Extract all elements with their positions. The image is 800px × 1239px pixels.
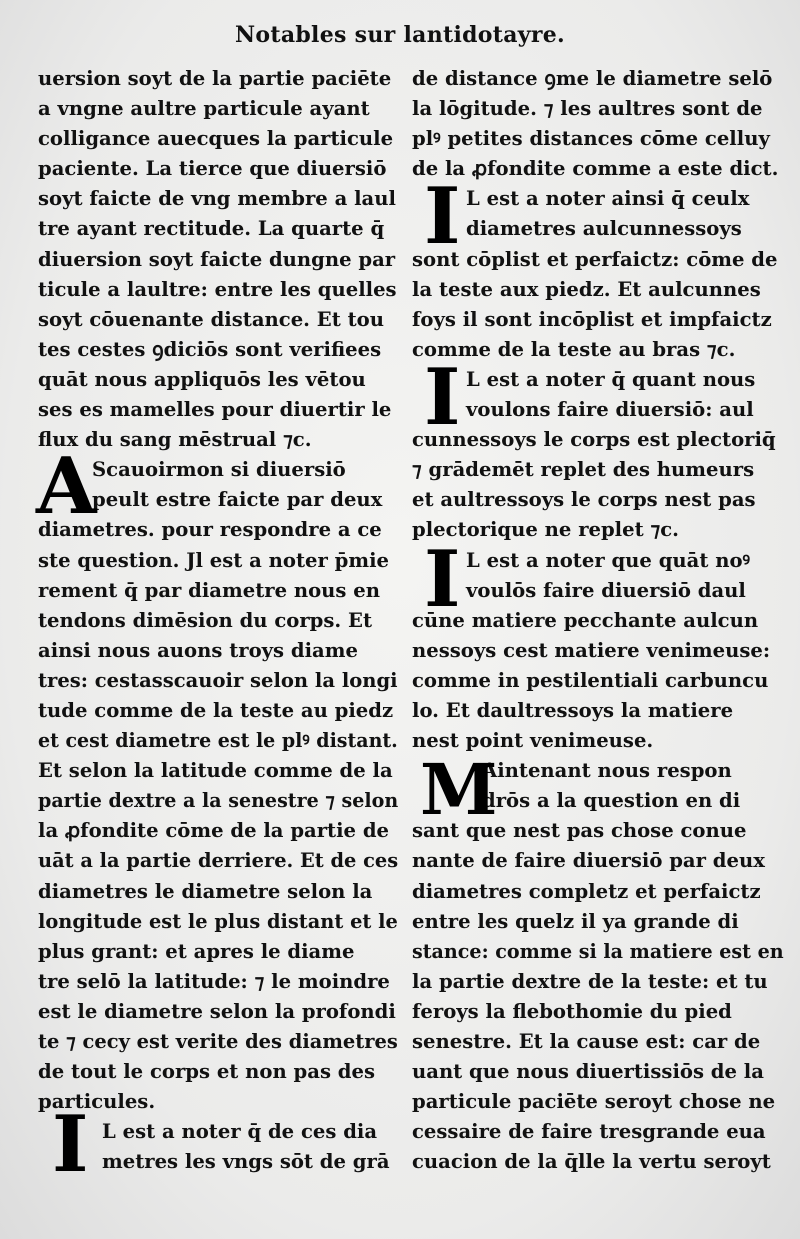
left-text-line: ses es mamelles pour diuertir le [38,398,392,422]
drop-initial-a: A [36,441,97,532]
right-column [412,64,784,1177]
left-text-line: particules. [38,1090,156,1114]
right-text-line: plꝰ petites distances cōme celluy [412,127,770,151]
drop-initial-m: M [420,748,498,831]
left-text-line: ainsi nous auons troys diame [38,638,358,662]
right-text-line: nessoys cest matiere venimeuse: [412,638,771,662]
left-text-line: a vngne aultre particule ayant [38,97,370,121]
left-text-line: uersion soyt de la partie paciēte [38,67,392,90]
left-text-line: flux du sang mēstrual ⁊c. [38,428,312,452]
left-text-line: peult estre faicte par deux [92,488,383,512]
drop-initial-i-3: I [424,534,461,625]
right-text-line: senestre. Et la cause est: car de [412,1030,761,1053]
left-text-line: plus grant: et apres le diame [38,939,355,963]
right-text-line: feroys la flebothomie du pied [412,999,732,1023]
left-column [38,64,398,1177]
left-text-line: tre selō la latitude: ⁊ le moindre [38,969,390,993]
right-text-line: de distance ꝯme le diametre selō [412,67,773,90]
left-text-line: Scauoirmon si diuersiō [92,458,346,482]
right-text-line: comme de la teste au bras ⁊c. [412,337,736,361]
left-text-line: uāt a la partie derriere. Et de ces [38,849,399,873]
left-text-line: tres: cestasscauoir selon la longi [38,668,398,692]
running-header: Notables sur lantidotayre. [234,22,566,48]
left-text-line: tes cestes ꝯdiciōs sont verifiees [38,337,382,361]
right-text-line: et aultressoys le corps nest pas [412,488,756,512]
left-text-line: rement q̄ par diametre nous en [38,578,380,602]
left-text-line: tendons dimēsion du corps. Et [38,608,373,632]
right-text-line: foys il sont incōplist et impfaictz [412,307,772,331]
right-text-line: entre les quelz il ya grande di [412,909,739,933]
right-text-line: comme in pestilentiali carbuncu [412,668,769,692]
left-text-line: soyt cōuenante distance. Et tou [38,307,384,331]
drop-initial-i-1: I [424,171,461,262]
left-text-line: quāt nous appliquōs les vētou [38,367,366,391]
right-text-line: uant que nous diuertissiōs de la [412,1060,764,1084]
right-text-line: cunnessoys le corps est plectoriq̄ [412,428,776,452]
left-text-line: Et selon la latitude comme de la [38,759,393,783]
left-text-line: est le diametre selon la profondi [38,999,396,1023]
right-text-line: drōs a la question en di [482,789,741,813]
right-text-line: plectorique ne replet ⁊c. [412,518,679,542]
right-text-line: ⁊ grādemēt replet des humeurs [412,458,755,482]
left-text-line: L est a noter q̄ de ces dia [102,1120,378,1144]
right-text-line: L est a noter q̄ quant nous [466,367,756,391]
left-text-line: tude comme de la teste au piedz [38,698,394,722]
right-text-line: L est a noter ainsi q̄ ceulx [466,187,750,211]
left-text-line: metres les vngs sōt de grā [102,1150,390,1174]
left-text-line: longitude est le plus distant et le [38,909,398,933]
right-text-line: L est a noter que quāt noꝰ [466,548,751,572]
left-text-line: partie dextre a la senestre ⁊ selon [38,789,399,813]
right-text-line: diametres completz et perfaictz [412,879,761,903]
left-text-line: de tout le corps et non pas des [38,1060,375,1084]
right-text-line: nante de faire diuersiō par deux [412,849,765,873]
left-text-line: la ꝓfondite cōme de la partie de [38,819,389,843]
right-text-line: cūne matiere pecchante aulcun [412,608,759,632]
left-text-line: te ⁊ cecy est verite des diametres [38,1030,398,1053]
right-text-line: diametres aulcunnessoys [466,217,742,241]
right-text-line: cessaire de faire tresgrande eua [412,1120,766,1144]
left-text-line: colligance auecques la particule [38,127,394,151]
drop-initial-i-2: I [424,352,461,443]
right-text-line: voulons faire diuersiō: aul [466,398,754,422]
right-text-line: sont cōplist et perfaictz: cōme de [412,247,778,271]
right-text-line: sant que nest pas chose conue [412,819,747,843]
right-text-line: cuacion de la q̄lle la vertu seroyt [412,1150,771,1174]
left-text-line: paciente. La tierce que diuersiō [38,157,387,181]
right-text-line: lo. Et daultressoys la matiere [412,698,734,722]
left-text-line: ticule a laultre: entre les quelles [38,277,397,301]
right-text-line: la teste aux piedz. Et aulcunnes [412,277,761,301]
right-text-line: particule paciēte seroyt chose ne [412,1090,776,1114]
left-text-line: ste question. Jl est a noter p̄mie [38,548,390,572]
right-text-line: stance: comme si la matiere est en [412,939,784,963]
drop-initial-i-left: I [52,1099,89,1190]
left-text-line: diametres le diametre selon la [38,879,373,903]
right-text-line: la lōgitude. ⁊ les aultres sont de [412,97,763,121]
right-text-line: nest point venimeuse. [412,729,654,753]
left-text-line: soyt faicte de vng membre a laul [38,187,396,211]
left-text-line: et cest diametre est le plꝰ distant. [38,729,398,753]
right-text-line: la partie dextre de la teste: et tu [412,969,768,993]
left-text-line: tre ayant rectitude. La quarte q̄ [38,217,385,241]
right-text-line: de la ꝓfondite comme a este dict. [412,157,779,181]
right-text-line: Aintenant nous respon [482,759,732,783]
right-text-line: voulōs faire diuersiō daul [466,578,746,602]
left-text-line: diametres. pour respondre a ce [38,518,382,542]
left-text-line: diuersion soyt faicte dungne par [38,247,396,271]
